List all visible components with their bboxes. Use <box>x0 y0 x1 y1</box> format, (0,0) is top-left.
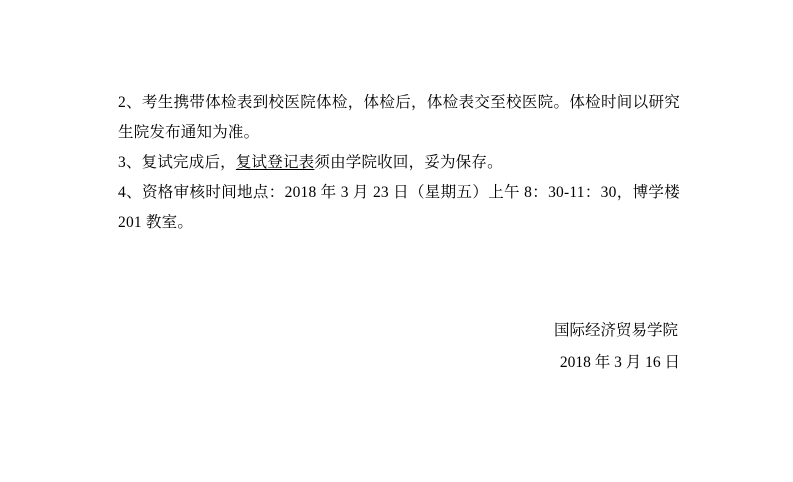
paragraph-3-underlined-term: 复试登记表 <box>235 154 315 171</box>
signature-organization: 国际经济贸易学院 <box>553 322 678 339</box>
paragraph-item-2: 2、考生携带体检表到校医院体检，体检后，体检表交至校医院。体检时间以研究生院发布通知为准。 <box>118 94 680 141</box>
signature-block <box>118 315 680 379</box>
paragraph-3-before: 3、复试完成后， <box>118 154 236 171</box>
signature-date: 2018 年 3 月 16 日 <box>559 354 680 371</box>
document-body <box>118 88 680 238</box>
paragraph-item-3 <box>118 148 680 178</box>
paragraph-item-4: 4、资格审核时间地点：2018 年 3 月 23 日（星期五）上午 8：30-11：30，博学楼 201 教室。 <box>118 184 680 231</box>
paragraph-3-after: 须由学院收回，妥为保存。 <box>314 154 503 171</box>
